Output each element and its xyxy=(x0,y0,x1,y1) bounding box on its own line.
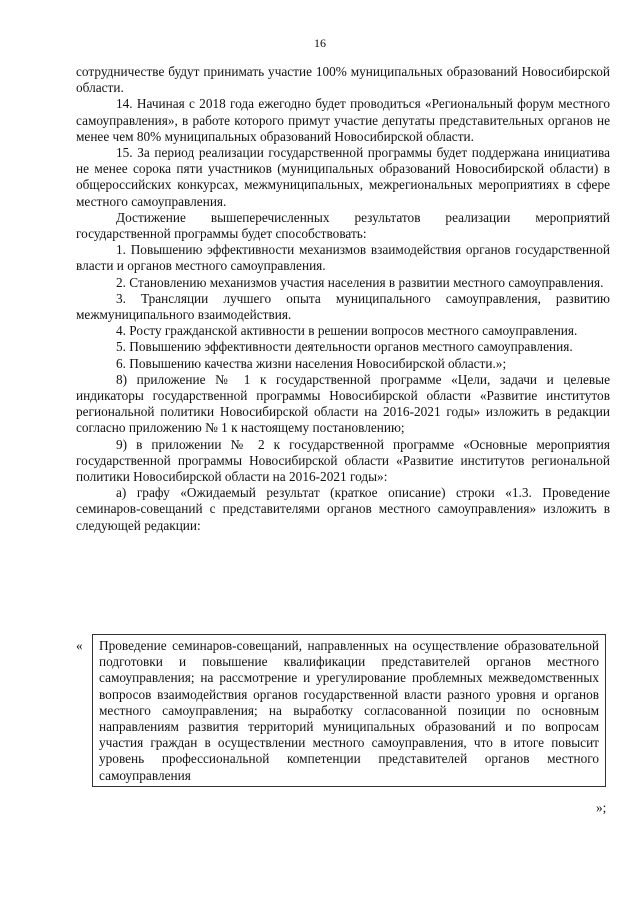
paragraph: 15. За период реализации государственной программы будет поддержана инициатива не менее сорока пяти участников (муниципальных образований Новосибирской области) в общероссийских конкурсах, межмуниципальных, межрегиональных мероприятиях в сфере местного самоуправления. xyxy=(76,145,610,209)
quoted-box-row xyxy=(76,638,636,818)
paragraph: 9) в приложении № 2 к государственной программе «Основные мероприятия государственной программы Новосибирской области «Развитие институтов региональной политики Новосибирской области на 2016-2021 годы»: xyxy=(76,436,610,485)
closing-quote: »; xyxy=(596,800,607,815)
boxed-text-cell: Проведение семинаров-совещаний, направленных на осуществление образовательной подготовки и повышение квалификации представителей органов местного самоуправления; на рассмотрение и урегулирование проблемных межведомственных вопросов взаимодействия органов государственной власти разного уровня и органов местного самоуправления; на выработку согласованной позиции по основным направлениям развития территорий муниципальных образований и по вопросам участия граждан в осуществлении местного самоуправления, что в итоге повысит уровень профессиональной компетенции представителей органов местного самоуправления xyxy=(92,634,606,787)
list-item: 5. Повышению эффективности деятельности органов местного самоуправления. xyxy=(116,339,573,355)
paragraph: 8) приложение № 1 к государственной программе «Цели, задачи и целевые индикаторы государственной программы Новосибирской области «Развитие институтов региональной политики Новосибирской области на 2016-2021 годы» изложить в редакции согласно приложению № 1 к настоящему постановлению; xyxy=(76,371,610,436)
list-item: 1. Повышению эффективности механизмов взаимодействия органов государственной власти и органов местного самоуправления. xyxy=(76,242,610,274)
paragraph: сотрудничестве будут принимать участие 100% муниципальных образований Новосибирской области. xyxy=(76,64,610,96)
paragraph: 14. Начиная с 2018 года ежегодно будет проводиться «Региональный форум местного самоуправления», в работе которого примут участие депутаты представительных органов не менее чем 80% муниципальных образований Новосибирской области. xyxy=(76,96,610,144)
list-item: 4. Росту гражданской активности в решении вопросов местного самоуправления. xyxy=(116,323,578,339)
document-body xyxy=(76,64,610,534)
paragraph: а) графу «Ожидаемый результат (краткое описание) строки «1.3. Проведение семинаров-совещаний с представителями органов местного самоуправления» изложить в следующей редакции: xyxy=(76,485,610,533)
paragraph: Достижение вышеперечисленных результатов реализации мероприятий государственной программы будет способствовать: xyxy=(76,209,610,242)
list-item: 2. Становлению механизмов участия населения в развитии местного самоуправления. xyxy=(116,274,604,290)
page-number: 16 xyxy=(314,36,326,50)
list-item: 6. Повышению качества жизни населения Новосибирской области.»; xyxy=(116,355,507,371)
list-item: 3. Трансляции лучшего опыта муниципального самоуправления, развитию межмуниципального взаимодействия. xyxy=(76,290,610,323)
opening-quote: « xyxy=(76,638,83,653)
